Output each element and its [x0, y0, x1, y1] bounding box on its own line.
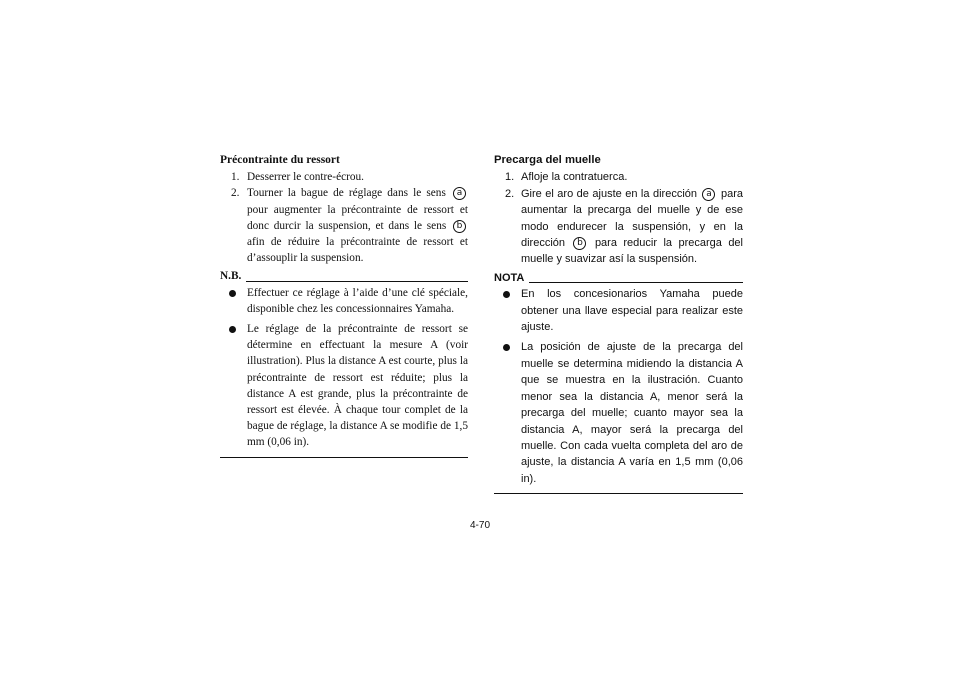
step-number: 1.: [231, 171, 240, 184]
note-text: La posición de ajuste de la precarga del muelle se determina midiendo la distancia A que se muestra en la ilustración. Cuanto menor sea la distancia A, menor será la precarga del muelle; cuanto mayor sea la distancia A, mayor será la precarga del muelle. Con cada vuelta completa del aro de ajuste, la distancia A varía en 1,5 mm (0,06 in).: [521, 341, 743, 485]
note-header: [220, 268, 468, 284]
step-text-part3: afin de réduire la précontrainte de ressort et d’assouplir la suspension.: [247, 236, 468, 265]
direction-a-marker: a: [702, 188, 715, 201]
step-text-part2: pour augmenter la précontrainte de ressort et donc durcir la suspension, et dans le sens: [247, 203, 468, 232]
direction-b-marker: b: [453, 220, 466, 233]
note-divider: [246, 281, 468, 282]
step-1: [220, 169, 468, 185]
step-text-part3: para reducir la precarga del muelle y suavizar así la suspensión.: [521, 237, 743, 266]
bullet-icon: [503, 344, 510, 351]
note-item: [494, 286, 743, 335]
step-number: 2.: [231, 187, 240, 200]
step-2: [220, 185, 468, 266]
bullet-icon: [503, 291, 510, 298]
step-text-part2: para aumentar la precarga del muelle y de ese modo endurecer la suspensión, y en la dirección: [521, 187, 743, 250]
section-title: Précontrainte du ressort: [220, 154, 340, 166]
note-item: [494, 339, 743, 487]
note-end-divider: [494, 493, 743, 494]
bullet-icon: [229, 290, 236, 297]
step-number: 1.: [505, 171, 515, 184]
note-label: NOTA: [494, 271, 525, 284]
note-label: N.B.: [220, 270, 242, 283]
direction-a-marker: a: [453, 187, 466, 200]
step-text-part1: Tourner la bague de réglage dans le sens: [247, 187, 446, 200]
step-2: [494, 186, 743, 268]
note-text: Effectuer ce réglage à l’aide d’une clé spéciale, disponible chez les concessionnaires Yamaha.: [247, 286, 468, 315]
bullet-icon: [229, 326, 236, 333]
french-column: [220, 152, 468, 458]
page-number: 4-70: [470, 520, 491, 531]
note-item: [220, 285, 468, 317]
spanish-column: [494, 152, 743, 494]
direction-b-marker: b: [573, 237, 586, 250]
note-item: [220, 321, 468, 451]
step-text: Afloje la contratuerca.: [521, 171, 628, 184]
note-text: En los concesionarios Yamaha puede obtener una llave especial para realizar este ajuste.: [521, 288, 743, 334]
section-title: Precarga del muelle: [494, 154, 601, 166]
step-number: 2.: [505, 187, 515, 200]
note-end-divider: [220, 457, 468, 458]
step-text-part1: Gire el aro de ajuste en la dirección: [521, 187, 697, 200]
note-header: [494, 270, 743, 286]
step-1: [494, 169, 743, 185]
step-text: Desserrer le contre-écrou.: [247, 171, 364, 184]
note-text: Le réglage de la précontrainte de ressort se détermine en effectuant la mesure A (voir illustration). Plus la distance A est courte, plus la précontrainte de ressort est réduite; plus la distance A est grande, plus la précontrainte de ressort est élevée. À chaque tour complet de la bague de réglage, la distance A se modifie de 1,5 mm (0,06 in).: [247, 323, 468, 449]
note-divider: [529, 282, 743, 283]
